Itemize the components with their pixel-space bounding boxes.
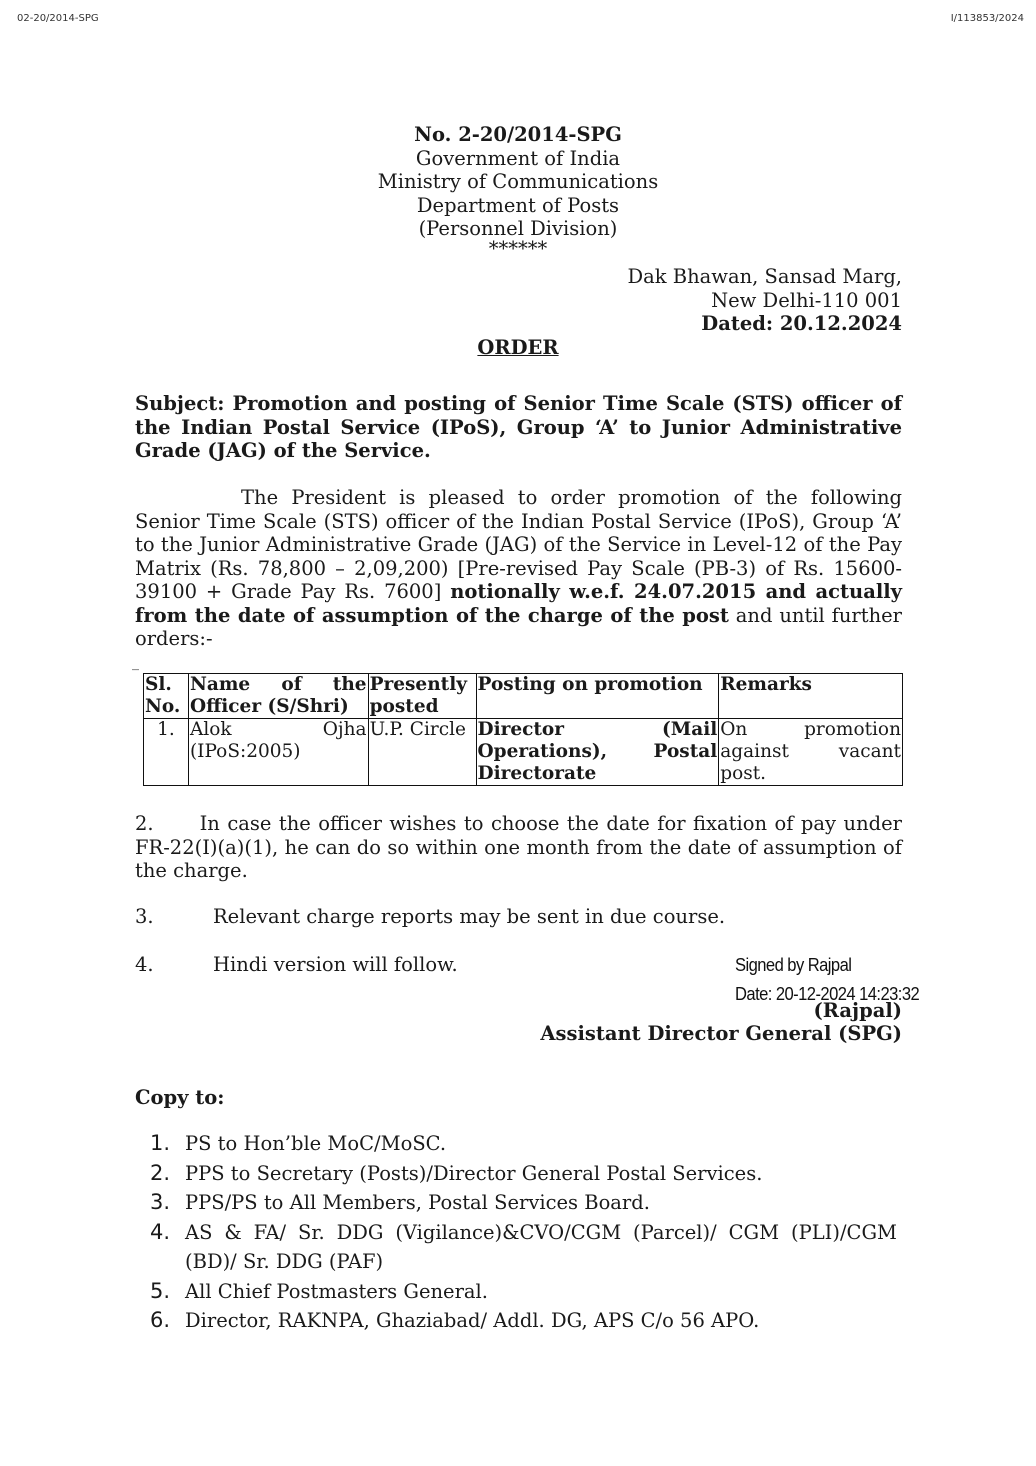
table-row [144, 719, 903, 786]
cell-sl-no: 1. [144, 719, 189, 786]
list-item [150, 1218, 897, 1277]
letterhead [0, 123, 1036, 260]
header-presently-posted: Presently posted [368, 674, 476, 719]
header-sl-no: Sl. No. [144, 674, 189, 719]
paragraph-4 [135, 953, 458, 977]
list-item-number: 5. [150, 1278, 171, 1303]
page-header-file-no: 02-20/2014-SPG [17, 13, 99, 24]
list-item-text: Director, RAKNPA, Ghaziabad/ Addl. DG, APS C/o 56 APO. [185, 1309, 760, 1332]
letterhead-ministry: Ministry of Communications [377, 170, 659, 193]
paragraph-3-number: 3. [135, 905, 154, 928]
officer-first-name: Alok [189, 719, 232, 740]
paragraph-2-number: 2. [135, 812, 154, 835]
list-item-number: 6. [150, 1308, 171, 1332]
list-item-text: All Chief Postmasters General. [185, 1279, 488, 1303]
list-item-number: 3. [150, 1190, 171, 1214]
list-item-number: 2. [150, 1160, 171, 1185]
paragraph-1-end: and until further orders:- [135, 603, 902, 650]
paragraph-1-text: The President is pleased to order promotion of the following Senior Time Scale (STS) officer of the Indian Postal Service (IPoS), Group ‘A’ to the Junior Administrative Grade (JAG) of the Service in Level-12 of the Pay Matrix (Rs. 78,800 – 2,09,200) [Pre-revised Pay Scale (PB-3) of Rs. 15600-39100 + Grade Pay Rs. 7600] [135, 486, 902, 603]
paragraph-4-text: Hindi version will follow. [213, 953, 458, 976]
promotion-table [143, 673, 903, 786]
subject-block [135, 392, 902, 463]
table-header-row [144, 674, 903, 719]
letterhead-division: (Personnel Division) [418, 217, 618, 240]
address-line-1: Dak Bhawan, Sansad Marg, [627, 265, 902, 288]
list-item [150, 1129, 897, 1159]
remarks-part-2: promotion [804, 719, 901, 740]
posting-part-4: Postal [653, 741, 718, 762]
list-item-number: 4. [150, 1219, 171, 1244]
list-item-text: PPS/PS to All Members, Postal Services Board. [185, 1191, 650, 1214]
paragraph-2-text: In case the officer wishes to choose the date for fixation of pay under FR-22(I)(a)(1), he can do so within one month from the date of assumption of the charge. [135, 812, 902, 882]
header-posting: Posting on promotion [476, 674, 719, 719]
subject-label: Subject: [135, 392, 225, 415]
remarks-part-4: vacant [838, 741, 901, 762]
list-item [150, 1159, 897, 1189]
list-item-text: AS & FA/ Sr. DDG (Vigilance)&CVO/CGM (Parcel)/ CGM (PLI)/CGM (BD)/ Sr. DDG (PAF) [185, 1220, 897, 1273]
list-item [150, 1306, 897, 1336]
cell-posting [476, 719, 719, 786]
officer-last-name: Ojha [322, 719, 367, 740]
order-title: ORDER [477, 336, 559, 359]
list-item [150, 1188, 897, 1218]
digital-signature-date: Date: 20-12-2024 14:23:32 [735, 984, 920, 1004]
paragraph-3-text: Relevant charge reports may be sent in due course. [213, 905, 726, 928]
page-header-reference: I/113853/2024 [950, 13, 1024, 24]
digital-signature-name: Signed by Rajpal [735, 955, 852, 975]
header-remarks: Remarks [719, 674, 903, 719]
header-officer-name: Name of the Officer (S/Shri) [189, 674, 367, 717]
subject-text: Promotion and posting of Senior Time Scale (STS) officer of the Indian Postal Service (IPoS), Group ‘A’ to Junior Administrative Grade (JAG) of the Service. [135, 392, 902, 462]
letterhead-government: Government of India [415, 146, 621, 170]
file-number: No. 2-20/2014-SPG [414, 123, 622, 146]
cell-officer-name [188, 719, 368, 786]
paragraph-1 [135, 486, 902, 651]
address-line-2: New Delhi-110 001 [711, 288, 902, 312]
address-block [627, 265, 902, 336]
posting-part-1: Director [477, 719, 565, 740]
paragraph-2 [135, 812, 902, 883]
letterhead-department: Department of Posts [416, 193, 620, 217]
signatory-name: (Rajpal) [813, 999, 902, 1022]
list-item-text: PS to Hon’ble MoC/MoSC. [185, 1132, 447, 1155]
paragraph-1-bold: notionally w.e.f. 24.07.2015 and actually from the date of assumption of the charge of the post [135, 580, 902, 627]
cell-presently-posted: U.P. Circle [368, 719, 476, 786]
posting-part-2: (Mail [661, 719, 718, 740]
stray-dash: _ [132, 655, 139, 671]
list-item-number: 1. [150, 1131, 171, 1155]
copy-to-label: Copy to: [135, 1086, 225, 1109]
copy-to-list [150, 1129, 897, 1336]
date-line: Dated: 20.12.2024 [701, 312, 902, 335]
remarks-part-1: On [720, 719, 748, 740]
letterhead-stars: ****** [488, 236, 548, 260]
posting-part-3: Operations), [477, 741, 608, 762]
posting-part-5: Directorate [477, 763, 597, 784]
list-item [150, 1277, 897, 1307]
officer-batch: (IPoS:2005) [189, 741, 301, 762]
list-item-text: PPS to Secretary (Posts)/Director General Postal Services. [185, 1161, 763, 1185]
signatory-designation: Assistant Director General (SPG) [540, 1022, 902, 1045]
paragraph-3 [135, 905, 725, 929]
remarks-part-3: against [720, 741, 789, 762]
remarks-part-5: post. [720, 763, 767, 784]
paragraph-4-number: 4. [135, 953, 154, 976]
cell-remarks [719, 719, 903, 786]
